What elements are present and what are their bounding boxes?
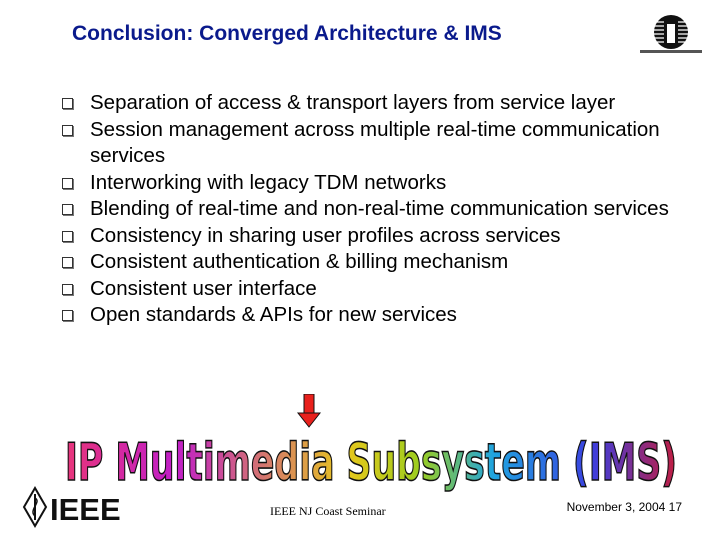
- checkbox-bullet-icon: [62, 284, 73, 295]
- bullet-item: [60, 223, 700, 250]
- bullet-text: Consistent authentication & billing mechanism: [90, 250, 509, 273]
- ieee-wordmark: IEEE: [50, 492, 121, 527]
- ims-banner: [60, 426, 682, 494]
- checkbox-bullet-icon: [62, 178, 73, 189]
- bullet-item: [60, 302, 700, 329]
- ieee-logo: [22, 484, 122, 530]
- bullet-item: [60, 90, 700, 117]
- bullet-text: Consistent user interface: [90, 276, 317, 300]
- checkbox-bullet-icon: [62, 257, 73, 268]
- bullet-text: Separation of access & transport layers from service layer: [90, 91, 616, 114]
- bullet-item: [60, 276, 700, 303]
- bullet-text: Consistency in sharing user profiles across services: [90, 223, 561, 247]
- bullet-text: Blending of real-time and non-real-time communication services: [90, 197, 669, 220]
- bullet-list: [60, 90, 700, 329]
- bullet-text: Interworking with legacy TDM networks: [90, 170, 447, 194]
- university-seal-icon: [634, 12, 708, 56]
- checkbox-bullet-icon: [62, 310, 73, 321]
- down-arrow-icon: [296, 394, 322, 428]
- slide-title: Conclusion: Converged Architecture & IMS: [72, 22, 502, 45]
- ims-banner-text: IP Multimedia Subsystem (IMS): [65, 433, 677, 493]
- checkbox-bullet-icon: [62, 98, 73, 109]
- footer-date-page: November 3, 2004 17: [566, 500, 682, 514]
- bullet-item: [60, 249, 700, 276]
- ieee-diamond-icon: [24, 488, 46, 526]
- checkbox-bullet-icon: [62, 231, 73, 242]
- bullet-text: Session management across multiple real-time communication services: [90, 117, 660, 167]
- bullet-item: [60, 196, 700, 223]
- bullet-item: [60, 117, 700, 170]
- checkbox-bullet-icon: [62, 204, 73, 215]
- bullet-text: Open standards & APIs for new services: [90, 303, 457, 326]
- bullet-item: [60, 170, 700, 197]
- checkbox-bullet-icon: [62, 125, 73, 136]
- footer-seminar: IEEE NJ Coast Seminar: [270, 504, 386, 518]
